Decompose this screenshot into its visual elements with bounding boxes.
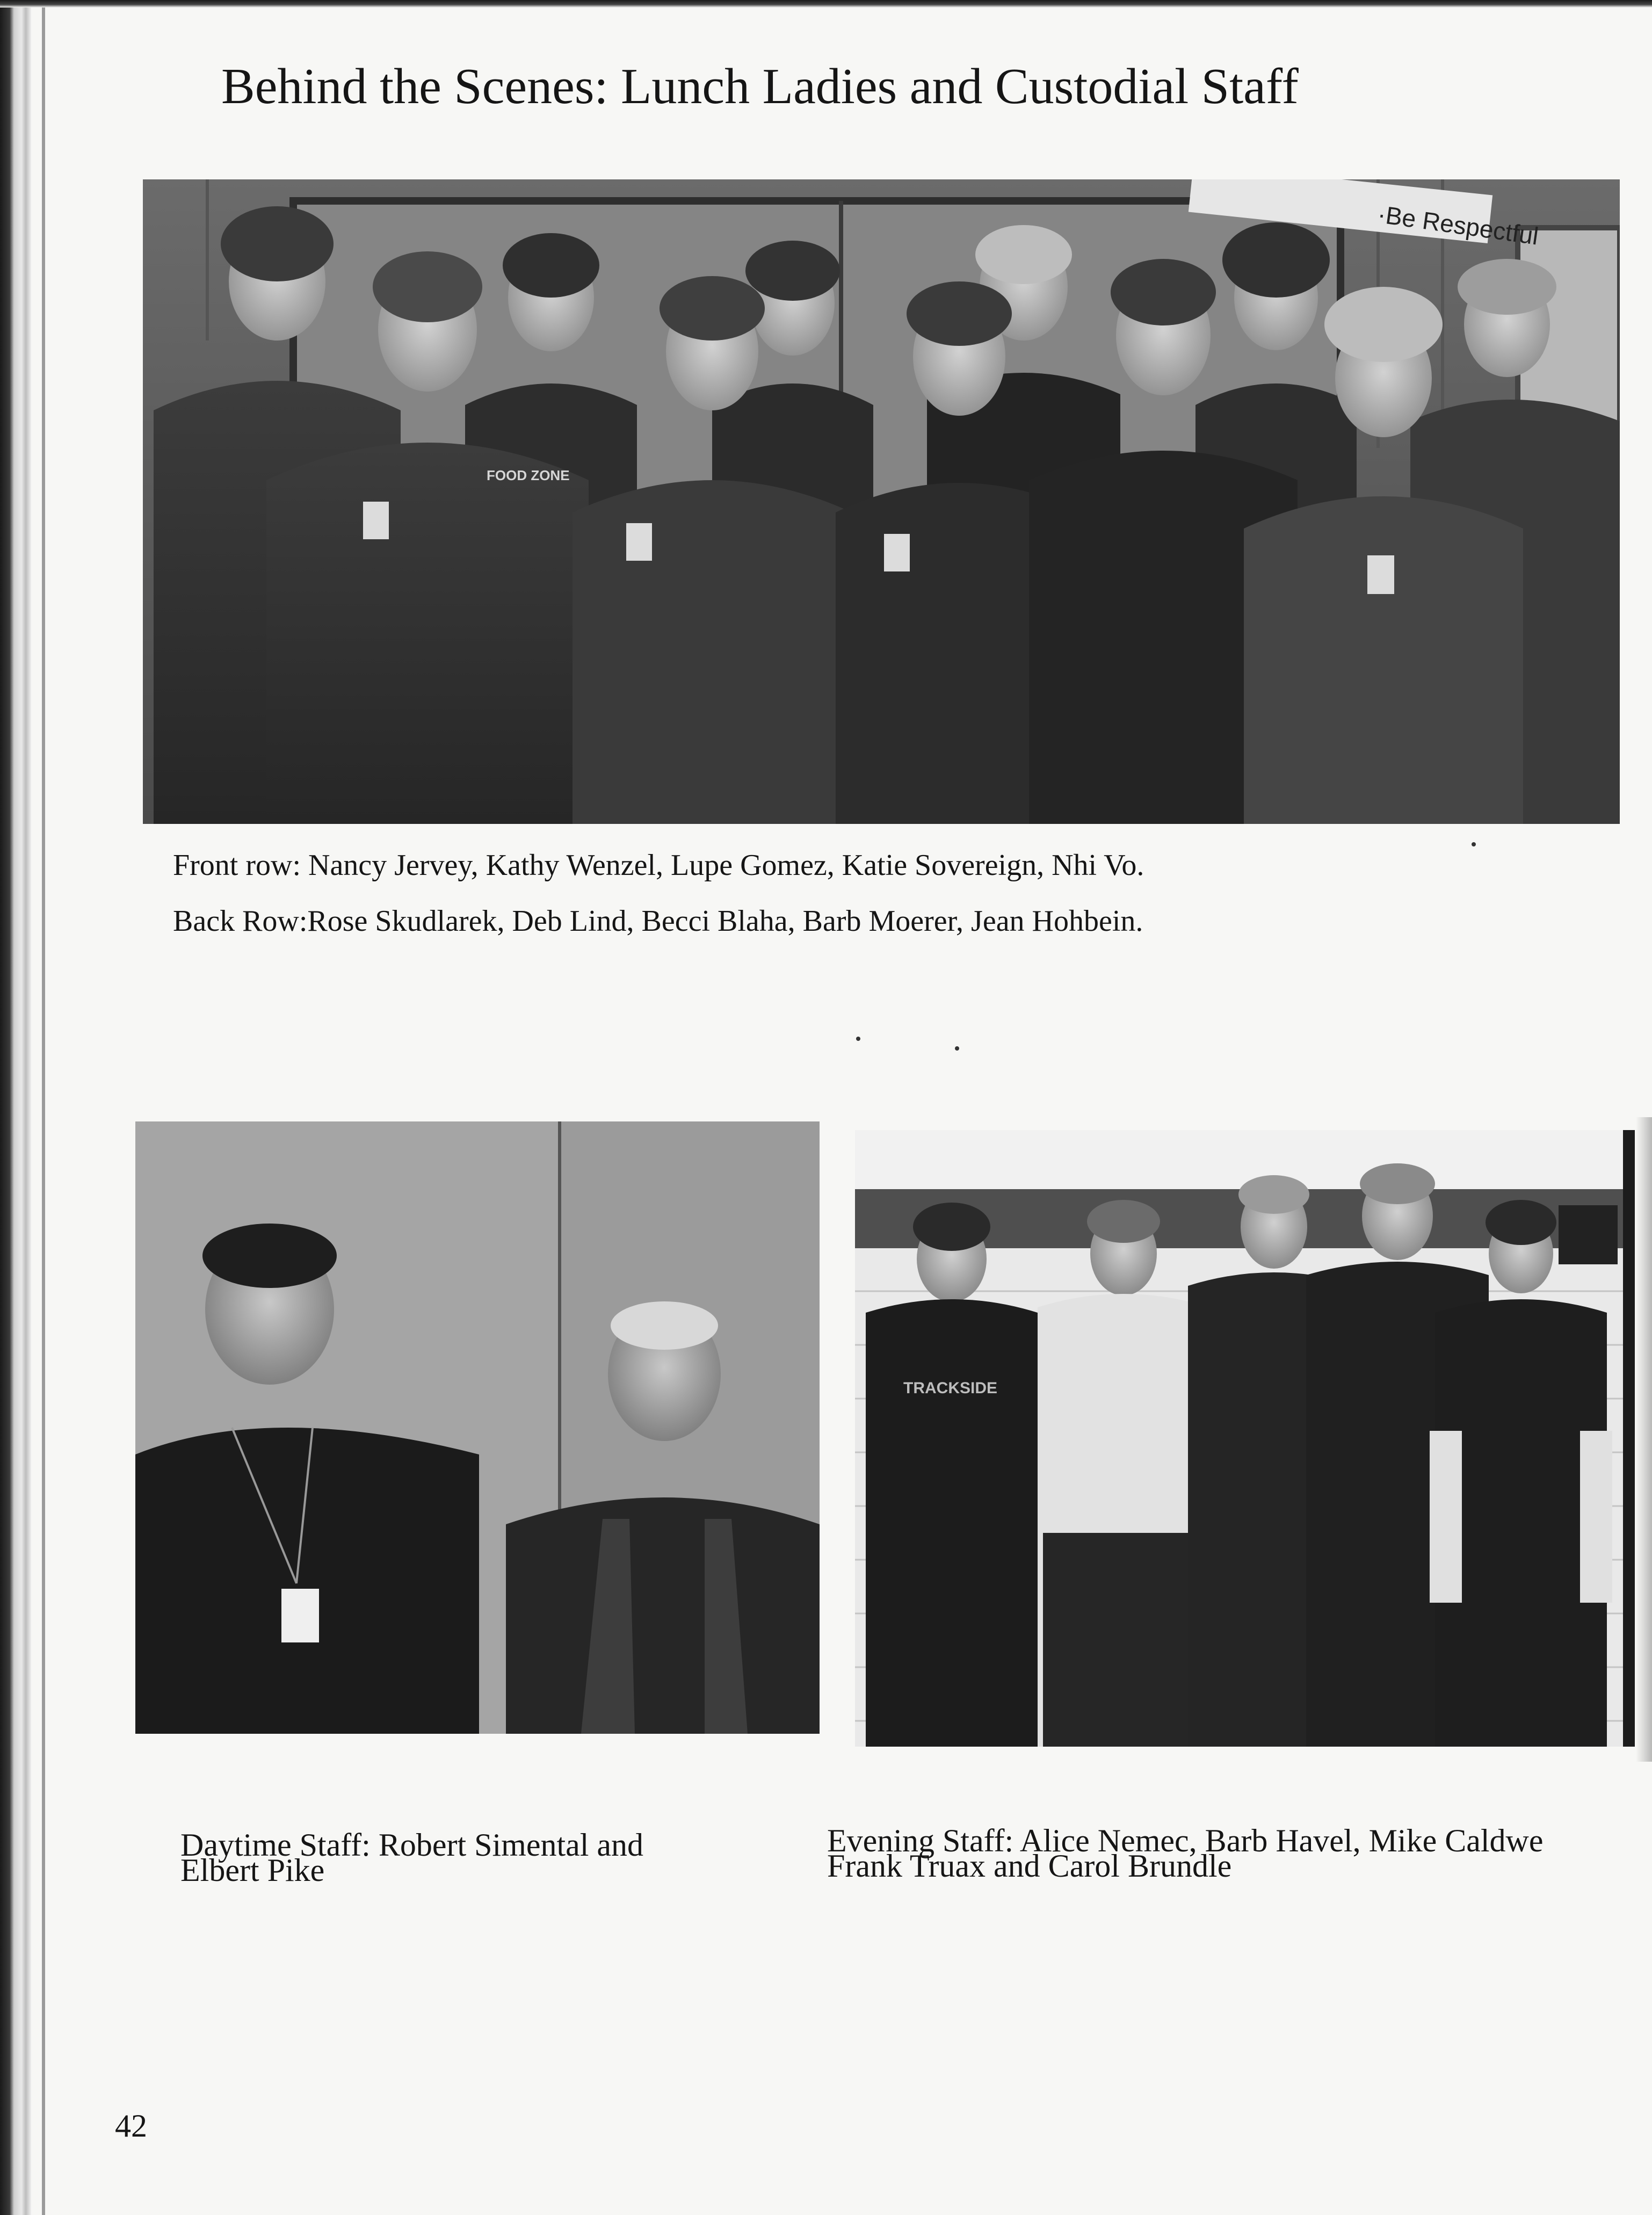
- shirt-logo-text: FOOD ZONE: [487, 467, 570, 483]
- page-title: Behind the Scenes: Lunch Ladies and Custodial Staff: [221, 59, 1299, 114]
- shirt-print-text: TRACKSIDE: [903, 1379, 998, 1397]
- lunch-back-row-caption: Back Row:Rose Skudlarek, Deb Lind, Becci Blaha, Barb Moerer, Jean Hohbein.: [173, 904, 1143, 938]
- page-fold-line: [42, 0, 45, 2215]
- daytime-staff-caption-line2: Elbert Pike: [180, 1852, 325, 1888]
- evening-staff-photo-graphic: [855, 1130, 1635, 1747]
- lunch-ladies-photo: [143, 179, 1620, 824]
- scan-speck: [955, 1046, 959, 1051]
- page-number: 42: [115, 2108, 147, 2144]
- book-spine: [0, 0, 31, 2215]
- scan-top-edge: [0, 0, 1652, 8]
- scan-right-shadow: [1636, 1117, 1652, 1762]
- evening-staff-caption-line2: Frank Truax and Carol Brundle: [827, 1848, 1232, 1884]
- evening-staff-caption-line1: Evening Staff: Alice Nemec, Barb Havel, Mike Caldwe: [827, 1823, 1544, 1858]
- lunch-ladies-photo-graphic: [143, 179, 1620, 824]
- lunch-front-row-caption: Front row: Nancy Jervey, Kathy Wenzel, Lupe Gomez, Katie Sovereign, Nhi Vo.: [173, 849, 1144, 882]
- daytime-staff-photo-graphic: [135, 1121, 820, 1734]
- daytime-staff-caption: [180, 1827, 644, 1888]
- daytime-staff-caption-line1: Daytime Staff: Robert Simental and: [180, 1827, 644, 1863]
- evening-staff-photo: [855, 1130, 1635, 1747]
- banner-text: ·Be Respectful: [1375, 200, 1540, 250]
- scan-speck: [856, 1037, 860, 1041]
- evening-staff-caption: [827, 1823, 1544, 1884]
- scan-speck: [1472, 842, 1476, 846]
- daytime-staff-photo: [135, 1121, 820, 1734]
